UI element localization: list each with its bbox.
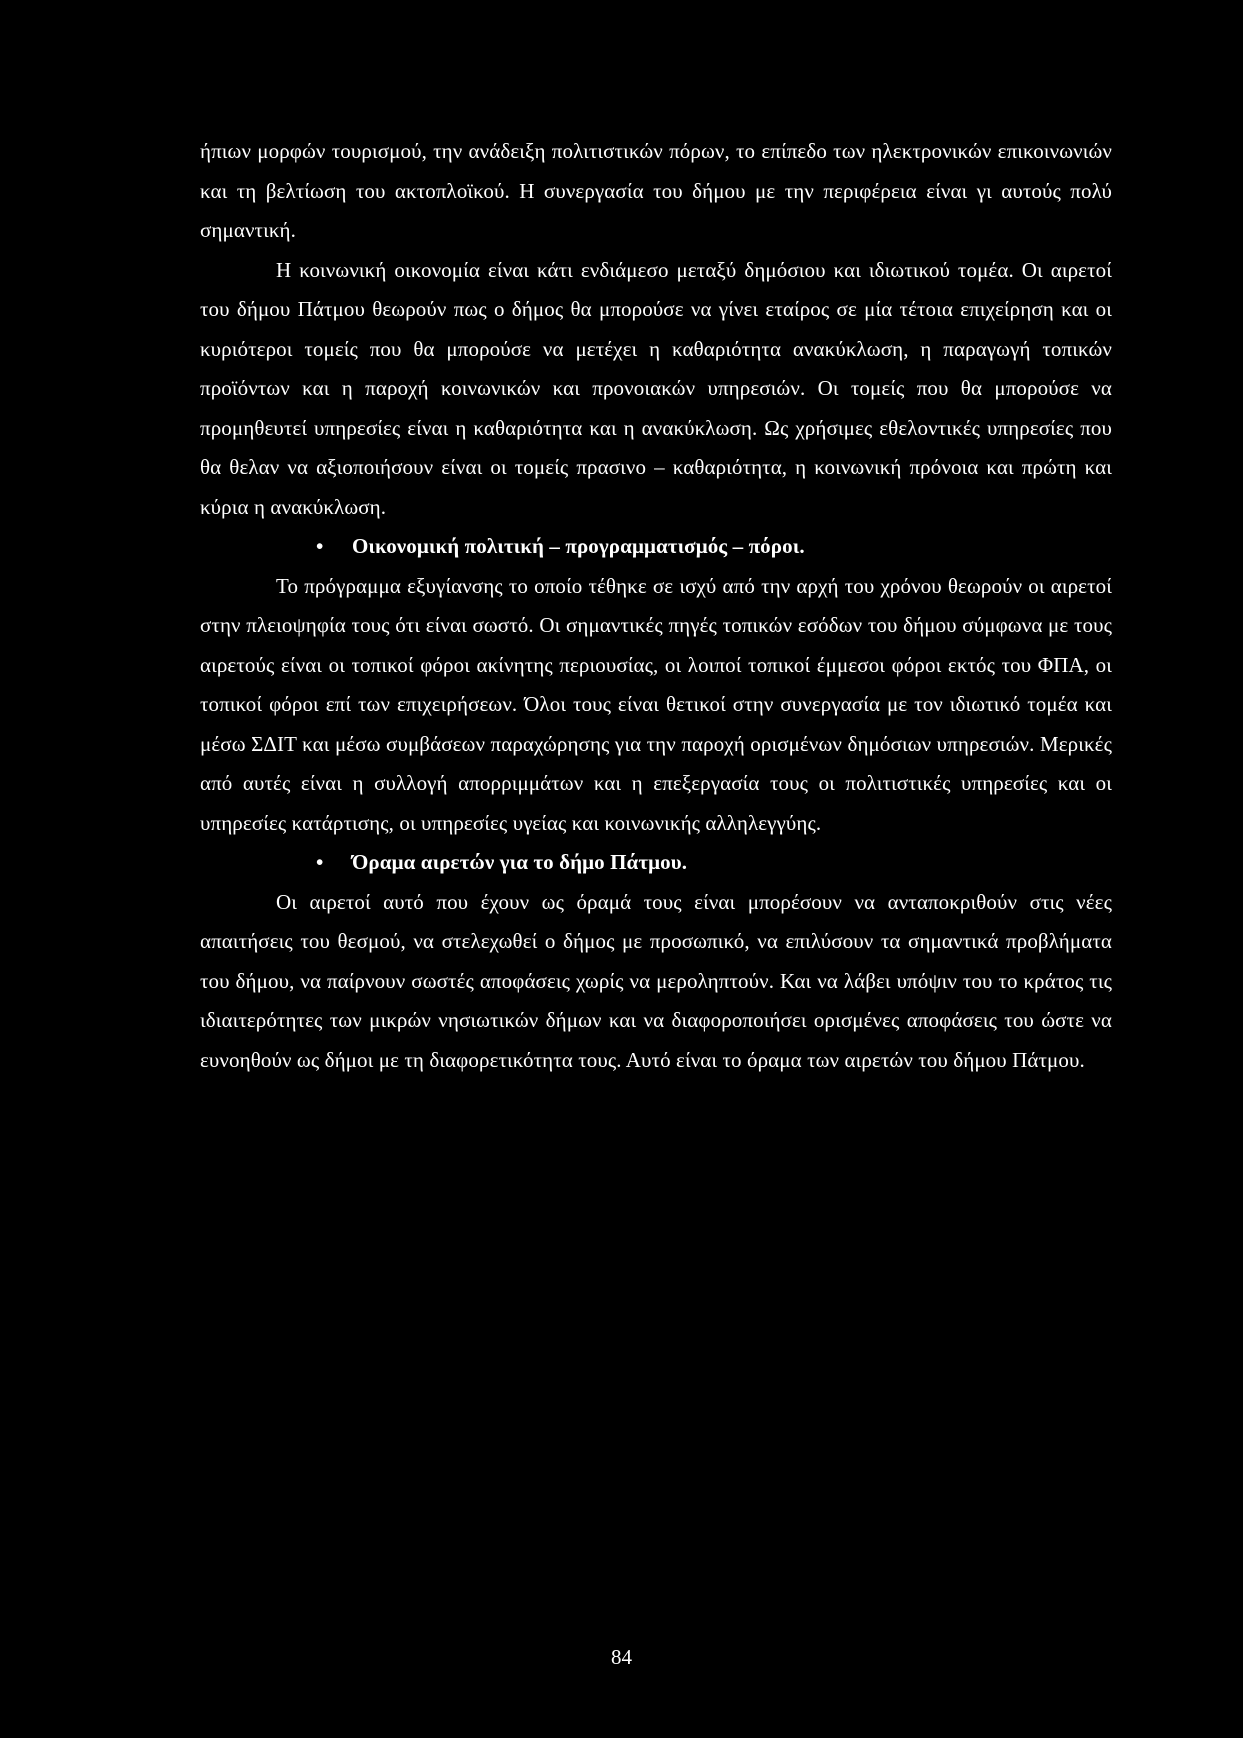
paragraph-tourism-continuation: ήπιων μορφών τουρισμού, την ανάδειξη πολιτιστικών πόρων, το επίπεδο των ηλεκτρονικών επικοινωνιών και τη βελτίωση του ακτοπλοϊκού. Η συνεργασία του δήμου με την περιφέρεια είναι γι αυτούς πολύ σημαντική. xyxy=(200,139,1112,242)
heading-vision-text: Όραμα αιρετών για το δήμο Πάτμου. xyxy=(352,850,688,874)
document-body xyxy=(200,132,1112,1080)
paragraph-restructuring-program: Το πρόγραμμα εξυγίανσης το οποίο τέθηκε σε ισχύ από την αρχή του χρόνου θεωρούν οι αιρετοί στην πλειοψηφία τους ότι είναι σωστό. Οι σημαντικές πηγές τοπικών εσόδων του δήμου σύμφωνα με τους αιρετούς είναι οι τοπικοί φόροι ακίνητης περιουσίας, οι λοιποί τοπικοί έμμεσοι φόροι εκτός του ΦΠΑ, οι τοπικοί φόροι επί των επιχειρήσεων. Όλοι τους είναι θετικοί στην συνεργασία με τον ιδιωτικό τομέα και μέσω ΣΔΙΤ και μέσω συμβάσεων παραχώρησης για την παροχή ορισμένων δημόσιων υπηρεσιών. Μερικές από αυτές είναι η συλλογή απορριμμάτων και η επεξεργασία τους οι πολιτιστικές υπηρεσίες και οι υπηρεσίες κατάρτισης, οι υπηρεσίες υγείας και κοινωνικής αλληλεγγύης. xyxy=(200,573,1112,835)
heading-economic-policy-text: Οικονομική πολιτική – προγραμματισμός – πόροι. xyxy=(352,534,805,558)
bullet-icon: • xyxy=(316,850,324,874)
bullet-icon: • xyxy=(316,534,324,558)
page-number: 84 xyxy=(611,1645,632,1669)
heading-economic-policy xyxy=(200,527,1112,567)
heading-vision xyxy=(200,843,1112,883)
paragraph-social-economy: Η κοινωνική οικονομία είναι κάτι ενδιάμεσο μεταξύ δημόσιου και ιδιωτικού τομέα. Οι αιρετοί του δήμου Πάτμου θεωρούν πως ο δήμος θα μπορούσε να γίνει εταίρος σε μία τέτοια επιχείρηση και οι κυριότεροι τομείς που θα μπορούσε να μετέχει η καθαριότητα ανακύκλωση, η παραγωγή τοπικών προϊόντων και η παροχή κοινωνικών και προνοιακών υπηρεσιών. Οι τομείς που θα μπορούσε να προμηθευτεί υπηρεσίες είναι η καθαριότητα και η ανακύκλωση. Ως χρήσιμες εθελοντικές υπηρεσίες που θα θελαν να αξιοποιήσουν είναι οι τομείς πρασινο – καθαριότητα, η κοινωνική πρόνοια και πρώτη και κύρια η ανακύκλωση. xyxy=(200,257,1112,519)
paragraph-vision: Οι αιρετοί αυτό που έχουν ως όραμά τους είναι μπορέσουν να ανταποκριθούν στις νέες απαιτήσεις του θεσμού, να στελεχωθεί ο δήμος με προσωπικό, να επιλύσουν τα σημαντικά προβλήματα του δήμου, να παίρνουν σωστές αποφάσεις χωρίς να μεροληπτούν. Και να λάβει υπόψιν του το κράτος τις ιδιαιτερότητες των μικρών νησιωτικών δήμων και να διαφοροποιήσει ορισμένες αποφάσεις του ώστε να ευνοηθούν ως δήμοι με τη διαφορετικότητα τους. Αυτό είναι το όραμα των αιρετών του δήμου Πάτμου. xyxy=(200,889,1112,1072)
